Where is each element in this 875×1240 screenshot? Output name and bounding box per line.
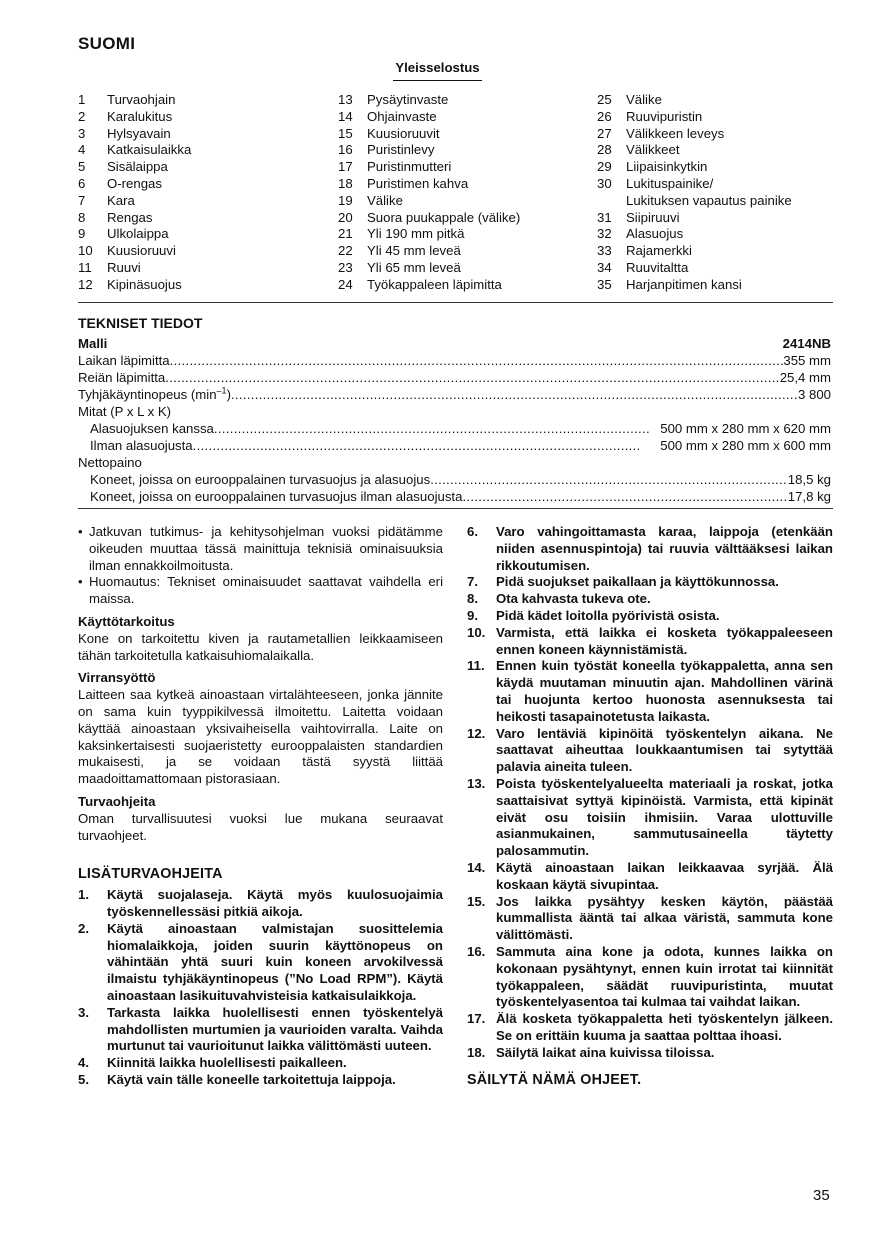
section-title	[0, 60, 875, 81]
divider	[78, 508, 833, 509]
specs-heading: TEKNISET TIEDOT	[78, 315, 203, 331]
list-item: 6. Varo vahingoittamasta karaa, laippoja (etenkään niiden asennuspintoja) tai ruuvia välttääksesi laikan rikkoutumisen.	[467, 524, 833, 573]
list-item: 8. Ota kahvasta tukeva ote.	[467, 591, 651, 607]
list-item: 1. Käytä suojalaseja. Käytä myös kuulosuojaimia työskennellessäsi pitkiä aikoja.	[78, 887, 443, 919]
spec-row: Laikan läpimitta ..... 355 mm	[78, 353, 831, 370]
list-item: 18. Säilytä laikat aina kuivissa tiloissa.	[467, 1044, 715, 1060]
list-item: 3. Tarkasta laikka huolellisesti ennen työskentelyä mahdollisten murtumien ja vaurioiden varalta. Vaihda murtunut tai vaurioitunut laikka välittömästi uuteen.	[78, 1004, 443, 1054]
safety-list-part2	[467, 524, 833, 1062]
safety-list-part1	[78, 887, 443, 1089]
list-item: 5. Käytä vain tälle koneelle tarkoitettuja laippoja.	[78, 1071, 396, 1087]
language-heading: SUOMI	[78, 34, 136, 53]
list-item: 7. Pidä suojukset paikallaan ja käyttökunnossa.	[467, 574, 779, 590]
spec-row: Koneet, joissa on eurooppalainen turvasuojus ja alasuojus ..... 18,5 kg	[78, 472, 831, 489]
list-item: 4. Kiinnitä laikka huolellisesti paikalleen.	[78, 1055, 347, 1071]
specs-table	[78, 336, 831, 506]
safety-text: Oman turvallisuutesi vuoksi lue mukana seuraavat turvaohjeet.	[78, 810, 443, 843]
list-item: 14. Käytä ainoastaan laikan leikkaavaa syrjää. Älä koskaan käytä sivupintaa.	[467, 859, 833, 892]
spec-row: Tyhjäkäyntinopeus $(\min^{-1})$ ..... 3 800	[78, 387, 831, 404]
list-item: 12. Varo lentäviä kipinöitä työskentelyn aikana. Ne saattavat aiheuttaa loukkaantumisen tai sytyttää palavia aineita tuleen.	[467, 725, 833, 775]
additional-safety-heading: LISÄTURVAOHJEITA	[78, 866, 223, 883]
spec-row: Mitat (P x L x K)	[78, 404, 172, 419]
list-item: 11. Ennen kuin työstät koneella työkappaletta, anna sen käydä muutaman minuutin ajan. Mahdollinen värinä tai huojunta kertoo huonosta asennuksesta tai heikosti tasapainotetusta laikasta.	[467, 658, 833, 724]
spec-row: Alasuojuksen kanssa ..... 500 mm x 280 mm x 620 mm	[78, 421, 831, 438]
keep-instructions: SÄILYTÄ NÄMÄ OHJEET.	[467, 1071, 642, 1088]
list-item: • Huomautus: Tekniset ominaisuudet saattavat vaihdella eri maissa.	[78, 574, 443, 607]
power-text: Laitteen saa kytkeä ainoastaan virtalähteeseen, jonka jännite on sama kuin tyyppikilvessä ilmoitettu. Laitetta voidaan käyttää ainoastaan yksivaiheisella vaihtovirralla. Laite on kaksinkertaisesti suojaeristetty eurooppalaisten standardien mukaisesti, ja se voidaan tästä syystä liittää maadoittamattomaan pistorasiaan.	[78, 687, 443, 787]
list-item: 17. Älä kosketa työkappaletta heti työskentelyn jälkeen. Se on erittäin kuuma ja saattaa polttaa ihoasi.	[467, 1011, 833, 1043]
right-column	[467, 524, 833, 1088]
spec-row: Ilman alasuojusta ..... 500 mm x 280 mm x 600 mm	[78, 438, 831, 455]
power-heading: Virransyöttö	[78, 670, 156, 686]
notes-list	[78, 524, 443, 608]
use-text: Kone on tarkoitettu kiven ja rautametallien leikkaamiseen tähän tarkoitetulla katkaisuhiomalaikalla.	[78, 630, 443, 663]
spec-row-model: Malli 2414NB	[78, 336, 831, 351]
section-title-text: Yleisselostus	[393, 60, 481, 81]
list-item: 9. Pidä kädet loitolla pyörivistä osista.	[467, 607, 720, 623]
list-item: 15. Jos laikka pysähtyy kesken käytön, päästää kummallista ääntä tai alkaa väristä, sammuta kone välittömästi.	[467, 893, 833, 943]
divider	[78, 302, 833, 303]
list-item: 10. Varmista, että laikka ei kosketa työkappaleeseen ennen koneen käynnistämistä.	[467, 624, 833, 657]
spec-row: Reiän läpimitta ..... 25,4 mm	[78, 370, 831, 387]
use-heading: Käyttötarkoitus	[78, 613, 175, 629]
list-item: 16. Sammuta aina kone ja odota, kunnes laikka on kokonaan pysähtynyt, ennen kuin irrotat tai kiinnität työkappaleen, säädät ruuvipuristinta, muutat työskentelyasentoa tai kulmaa tai vaihdat laikan.	[467, 943, 833, 1010]
list-item: 13. Poista työskentelyalueelta materiaali ja roskat, jotka saattaisivat syttyä kipinöistä. Varmista, että kipinät eivät osu toisiin ihmisiin. Varaa ulottuville asianmukainen, sammutusaineella täytetty palosammutin.	[467, 775, 833, 859]
page-number: 35	[813, 1187, 830, 1204]
safety-heading: Turvaohjeita	[78, 793, 156, 809]
spec-row: Koneet, joissa on eurooppalainen turvasuojus ilman alasuojusta ..... 17,8 kg	[78, 489, 831, 506]
list-item: 2. Käytä ainoastaan valmistajan suosittelemia hiomalaikkoja, joiden suurin käyttönopeus on vähintään yhtä suuri kuin koneen arvokilvessä ilmaistu tyhjäkäyntinopeus (”No Load RPM”). Käytä ainoastaan lasikuituvahvisteisia katkaisulaikkoja.	[78, 920, 443, 1003]
list-item: • Jatkuvan tutkimus- ja kehitysohjelman vuoksi pidätämme oikeuden muuttaa tässä mainittuja teknisiä ominaisuuksia ilman ennakkoilmoitusta.	[78, 524, 443, 573]
left-column	[78, 524, 443, 1089]
spec-row: Nettopaino	[78, 455, 142, 470]
